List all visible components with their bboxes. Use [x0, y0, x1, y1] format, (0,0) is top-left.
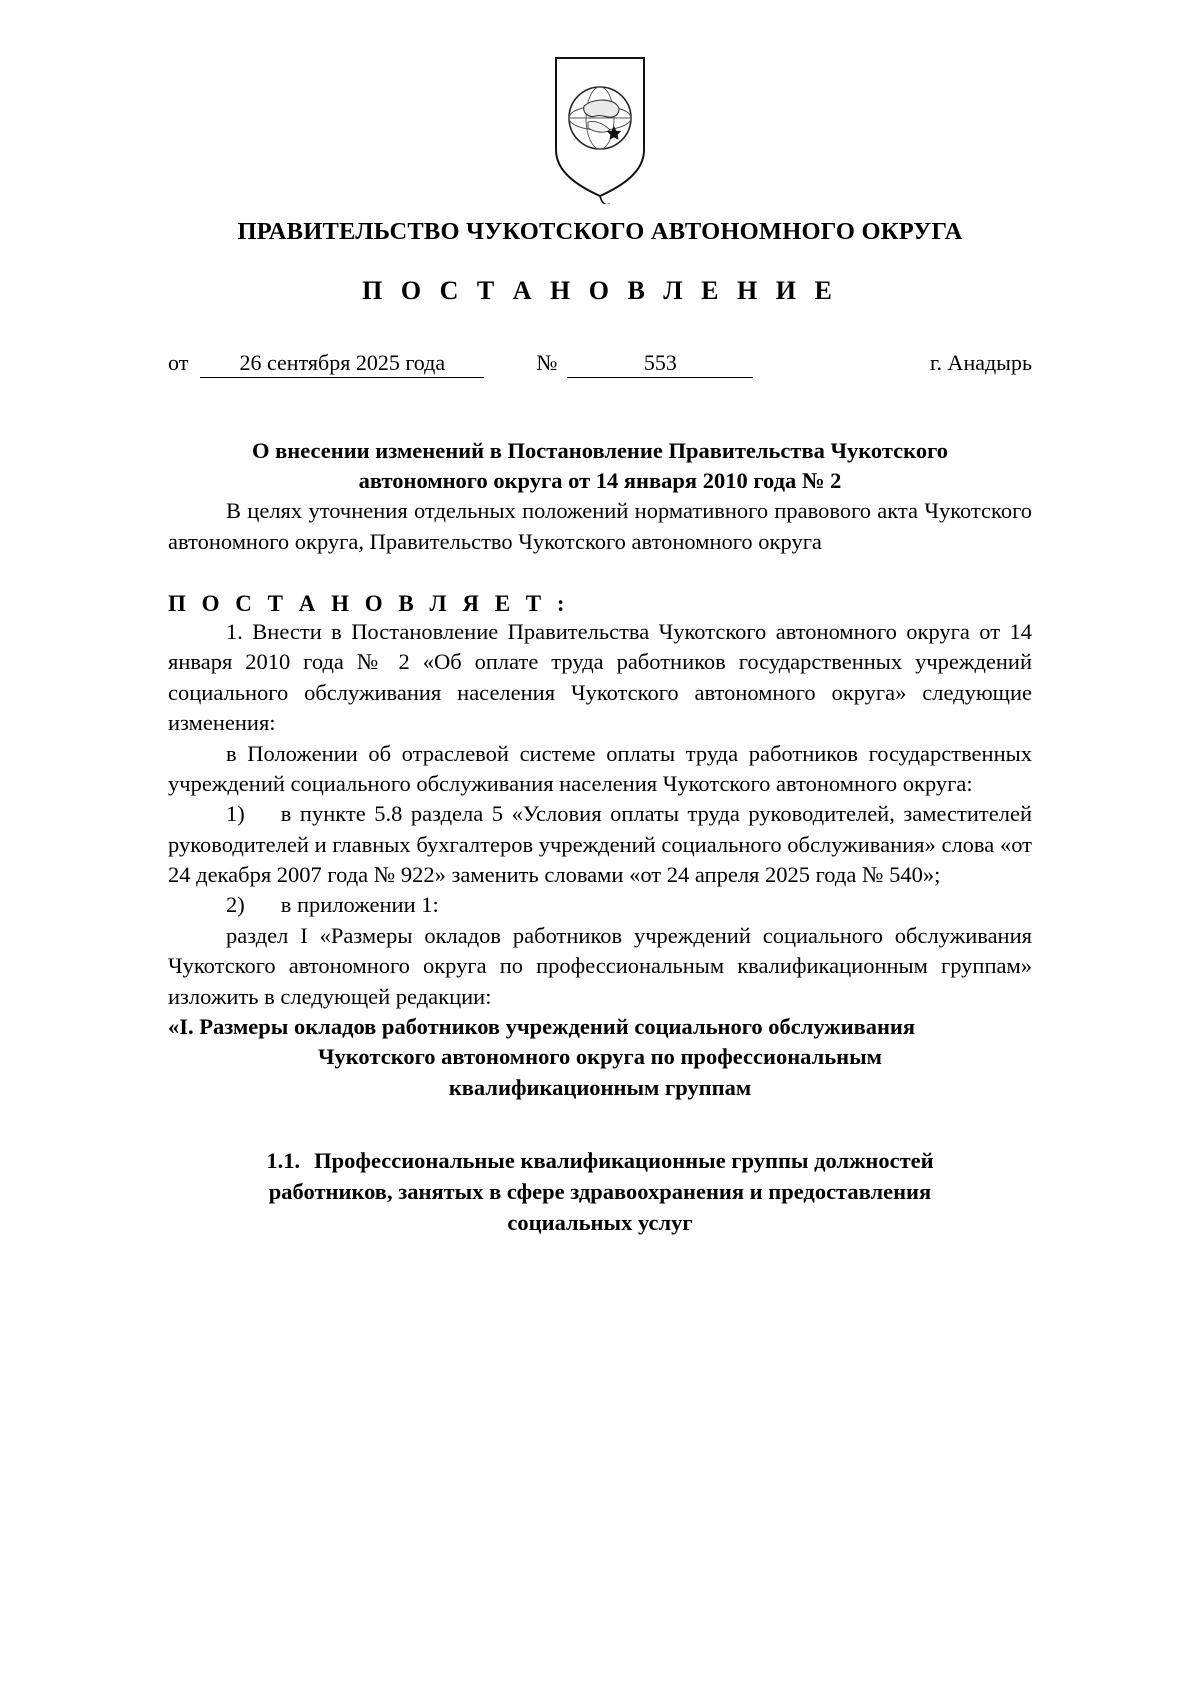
document-meta-line — [168, 350, 1032, 378]
list-item-text: в приложении 1: — [280, 892, 439, 918]
list-item-number: 1) — [226, 801, 245, 827]
quoted-section-line-3: квалификационным группам — [448, 1074, 752, 1100]
organization-title: ПРАВИТЕЛЬСТВО ЧУКОТСКОГО АВТОНОМНОГО ОКРУГА — [237, 218, 963, 245]
list-item — [168, 799, 1032, 890]
coat-of-arms-icon — [552, 54, 648, 204]
preamble-paragraph: В целях уточнения отдельных положений нормативного правового акта Чукотского автономного округа, Правительство Чукотского автономного округа — [168, 498, 1032, 554]
subsection-number: 1.1. — [266, 1148, 301, 1174]
paragraph-3: раздел I «Размеры окладов работников учреждений социального обслуживания Чукотского автономного округа по профессиональным квалификационным группам» изложить в следующей редакции: — [168, 922, 1032, 1009]
subsection-line-2: работников, занятых в сфере здравоохранения и предоставления — [268, 1179, 932, 1205]
resolve-keyword: П О С Т А Н О В Л Я Е Т : — [168, 591, 570, 617]
date-value: 26 сентября 2025 года — [200, 350, 484, 378]
list-item-text: в пункте 5.8 раздела 5 «Условия оплаты труда руководителей, заместителей руководителей и главных бухгалтеров учреждений социального обслуживания» слова «от 24 декабря 2007 года № 922» заменить словами «от 24 апреля 2025 года № 540»; — [168, 801, 1032, 888]
list-item-number: 2) — [226, 892, 245, 918]
quoted-section-line-1: «I. Размеры окладов работников учреждений социального обслуживания — [168, 1013, 916, 1039]
number-value: 553 — [567, 350, 753, 378]
list-item — [168, 890, 1032, 920]
number-label: № — [536, 350, 558, 375]
paragraph-1: 1. Внести в Постановление Правительства Чукотского автономного округа от 14 января 2010 года № 2 «Об оплате труда работников государственных учреждений социального обслуживания населения Чукотского автономного округа» следующие изменения: — [168, 619, 1032, 736]
document-title: О внесении изменений в Постановление Правительства Чукотского автономного округа от 14 января 2010 года № 2 — [251, 438, 948, 494]
quoted-section-line-2: Чукотского автономного округа по профессиональным — [318, 1044, 882, 1070]
city-label: г. Анадырь — [930, 350, 1032, 375]
subsection-line-1: Профессиональные квалификационные группы должностей — [314, 1148, 934, 1174]
subsection-line-3: социальных услуг — [507, 1210, 693, 1236]
paragraph-2: в Положении об отраслевой системе оплаты труда работников государственных учреждений социального обслуживания населения Чукотского автономного округа: — [168, 740, 1032, 796]
document-type: П О С Т А Н О В Л Е Н И Е — [362, 276, 838, 305]
quoted-section-heading — [168, 1012, 1032, 1103]
subsection-heading — [168, 1145, 1032, 1238]
emblem-container — [168, 54, 1032, 204]
date-label: от — [168, 350, 189, 375]
